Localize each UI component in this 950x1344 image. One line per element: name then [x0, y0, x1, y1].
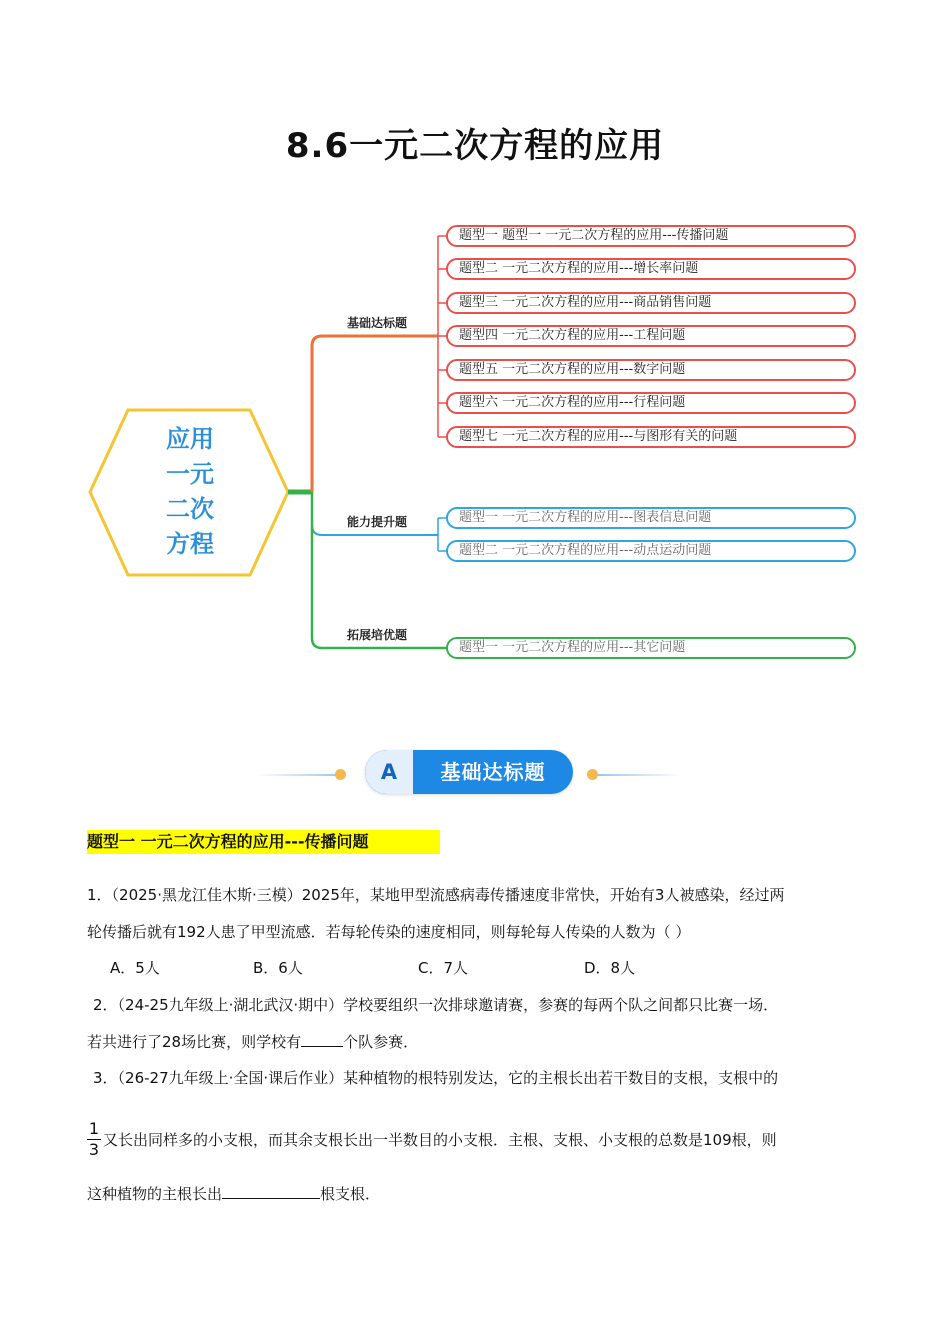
center-line: 方程 — [166, 530, 214, 558]
page-title: 8.6一元二次方程的应用 — [285, 126, 665, 166]
answer-blank[interactable] — [301, 1031, 343, 1047]
mindmap-node[interactable]: 题型一 题型一 一元二次方程的应用---传播问题 — [446, 225, 856, 247]
section-heading: 题型一 一元二次方程的应用---传播问题 — [87, 830, 440, 854]
question-3-text-after: 根支根． — [320, 1185, 381, 1203]
question-3-text-before: 这种植物的主根长出 — [87, 1185, 223, 1203]
branch-line-red — [312, 336, 438, 492]
question-3-line-3 — [87, 1183, 380, 1204]
branch-label-basic: 基础达标题 — [347, 316, 408, 330]
mindmap-node[interactable]: 题型二 一元二次方程的应用---增长率问题 — [446, 258, 856, 280]
center-line: 一元 — [166, 460, 214, 488]
banner-divider-left — [255, 774, 340, 776]
mindmap-node[interactable]: 题型五 一元二次方程的应用---数字问题 — [446, 359, 856, 381]
question-3-line-1: 3．（26-27九年级上·全国·课后作业）某种植物的根特别发达，它的主根长出若干数目的支根，支根中的 — [93, 1069, 779, 1087]
center-line: 二次 — [166, 495, 214, 523]
banner-letter: A — [365, 750, 413, 794]
question-2-line-1: 2．（24-25九年级上·湖北武汉·期中）学校要组织一次排球邀请赛，参赛的每两个队之间都只比赛一场． — [93, 996, 779, 1014]
center-line: 应用 — [166, 425, 214, 453]
branch-label-extension: 拓展培优题 — [347, 628, 408, 642]
option-b[interactable]: B．6人 — [253, 959, 303, 977]
mindmap-center-text — [140, 422, 240, 562]
mindmap-node[interactable]: 题型六 一元二次方程的应用---行程问题 — [446, 392, 856, 414]
section-banner — [365, 750, 573, 794]
banner-divider-right — [598, 774, 683, 776]
question-2-text-after: 个队参赛． — [343, 1033, 419, 1051]
mindmap-node[interactable]: 题型四 一元二次方程的应用---工程问题 — [446, 325, 856, 347]
banner-text: 基础达标题 — [440, 760, 546, 784]
mindmap-node[interactable]: 题型二 一元二次方程的应用---动点运动问题 — [446, 540, 856, 562]
question-2-line-2 — [87, 1031, 418, 1052]
mindmap-node[interactable]: 题型七 一元二次方程的应用---与图形有关的问题 — [446, 426, 856, 448]
fraction-denominator: 3 — [88, 1140, 100, 1159]
option-d[interactable]: D．8人 — [584, 959, 636, 977]
question-2-text-before: 若共进行了28场比赛，则学校有 — [87, 1033, 302, 1051]
banner-dot-left — [335, 769, 346, 780]
banner-dot-right — [587, 769, 598, 780]
answer-blank[interactable] — [222, 1183, 320, 1199]
question-3-line-2: 又长出同样多的小支根，而其余支根长出一半数目的小支根．主根、支根、小支根的总数是109根，则 — [103, 1131, 777, 1149]
mindmap-node[interactable]: 题型三 一元二次方程的应用---商品销售问题 — [446, 292, 856, 314]
mindmap-node[interactable]: 题型一 一元二次方程的应用---图表信息问题 — [446, 507, 856, 529]
mindmap-node[interactable]: 题型一 一元二次方程的应用---其它问题 — [446, 637, 856, 659]
option-c[interactable]: C．7人 — [418, 959, 469, 977]
question-1-line-2: 轮传播后就有192人患了甲型流感．若每轮传染的速度相同，则每轮每人传染的人数为（ ） — [87, 923, 691, 941]
fraction — [87, 1120, 101, 1159]
question-1-line-1: 1．（2025·黑龙江佳木斯·三模）2025年，某地甲型流感病毒传播速度非常快，开始有3人被感染，经过两 — [87, 886, 785, 904]
branch-label-ability: 能力提升题 — [347, 515, 408, 529]
option-a[interactable]: A．5人 — [110, 959, 160, 977]
fraction-numerator: 1 — [88, 1119, 100, 1138]
